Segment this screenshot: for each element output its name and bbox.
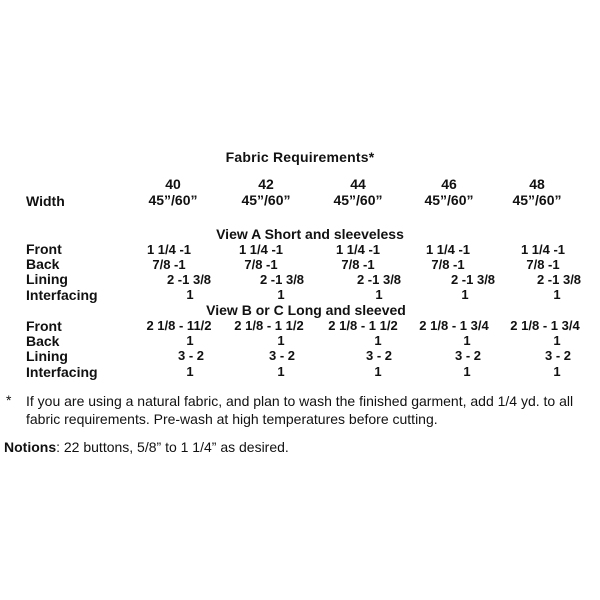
table-cell: 3 - 2 (544, 348, 571, 363)
size-44: 44 (350, 176, 366, 192)
table-cell: 3 - 2 (365, 348, 392, 363)
notions-text: : 22 buttons, 5/8” to 1 1/4” as desired. (56, 439, 289, 455)
table-cell: 1 (277, 364, 285, 379)
table-cell: 2 -1 3/8 (356, 272, 402, 287)
table-cell: 1 (553, 364, 561, 379)
row-label-front: Front (26, 241, 62, 257)
table-cell: 1 (374, 364, 382, 379)
table-cell: 1 (277, 333, 285, 348)
table-cell: 2 -1 3/8 (259, 272, 305, 287)
footnote-text: If you are using a natural fabric, and plan to wash the finished garment, add 1/4 yd. to all fabric requirements. Pre-wash at high temperatures before cutting. (26, 393, 574, 427)
table-cell: 2 1/8 - 1 1/2 (234, 318, 304, 333)
table-cell: 1 (375, 287, 383, 302)
table-cell: 1 (186, 287, 194, 302)
table-cell: 1 (553, 287, 561, 302)
size-48: 48 (529, 176, 545, 192)
table-cell: 2 1/8 - 1 3/4 (419, 318, 489, 333)
table-cell: 1 (186, 364, 194, 379)
width-label: Width (26, 193, 65, 209)
table-cell: 2 -1 3/8 (536, 272, 582, 287)
table-cell: 1 1/4 -1 (238, 242, 284, 257)
row-label-front: Front (26, 318, 62, 334)
row-label-lining: Lining (26, 348, 68, 364)
table-cell: 1 (553, 333, 561, 348)
row-label-interfacing: Interfacing (26, 364, 98, 380)
view-bc-heading: View B or C Long and sleeved (206, 302, 406, 318)
table-cell: 1 1/4 -1 (146, 242, 192, 257)
notions-label: Notions (4, 439, 57, 455)
table-cell: 7/8 -1 (431, 257, 465, 272)
table-cell: 1 (463, 364, 471, 379)
footnote-marker: * (6, 392, 12, 408)
table-cell: 1 (374, 333, 382, 348)
table-cell: 2 1/8 - 11/2 (146, 318, 212, 333)
table-cell: 1 1/4 -1 (520, 242, 566, 257)
row-label-back: Back (26, 256, 60, 272)
table-cell: 1 (461, 287, 469, 302)
table-cell: 7/8 -1 (244, 257, 278, 272)
row-label-back: Back (26, 333, 60, 349)
table-cell: 7/8 -1 (526, 257, 560, 272)
table-cell: 7/8 -1 (341, 257, 375, 272)
table-cell: 1 (186, 333, 194, 348)
table-cell: 3 - 2 (177, 348, 204, 363)
table-cell: 1 (463, 333, 471, 348)
width-value: 45”/60” (512, 192, 562, 208)
table-cell: 2 -1 3/8 (450, 272, 496, 287)
table-cell: 3 - 2 (454, 348, 481, 363)
width-value: 45”/60” (148, 192, 198, 208)
size-42: 42 (258, 176, 274, 192)
table-cell: 1 (277, 287, 285, 302)
width-value: 45”/60” (333, 192, 383, 208)
table-cell: 3 - 2 (268, 348, 295, 363)
row-label-lining: Lining (26, 271, 68, 287)
page-title: Fabric Requirements* (225, 149, 375, 165)
row-label-interfacing: Interfacing (26, 287, 98, 303)
table-cell: 2 1/8 - 1 3/4 (510, 318, 580, 333)
width-value: 45”/60” (241, 192, 291, 208)
table-cell: 2 -1 3/8 (166, 272, 212, 287)
table-cell: 1 1/4 -1 (425, 242, 471, 257)
table-cell: 7/8 -1 (152, 257, 186, 272)
view-a-heading: View A Short and sleeveless (216, 226, 404, 242)
size-46: 46 (441, 176, 457, 192)
notions-line (4, 439, 289, 455)
width-value: 45”/60” (424, 192, 474, 208)
size-40: 40 (165, 176, 181, 192)
table-cell: 1 1/4 -1 (335, 242, 381, 257)
table-cell: 2 1/8 - 1 1/2 (328, 318, 398, 333)
